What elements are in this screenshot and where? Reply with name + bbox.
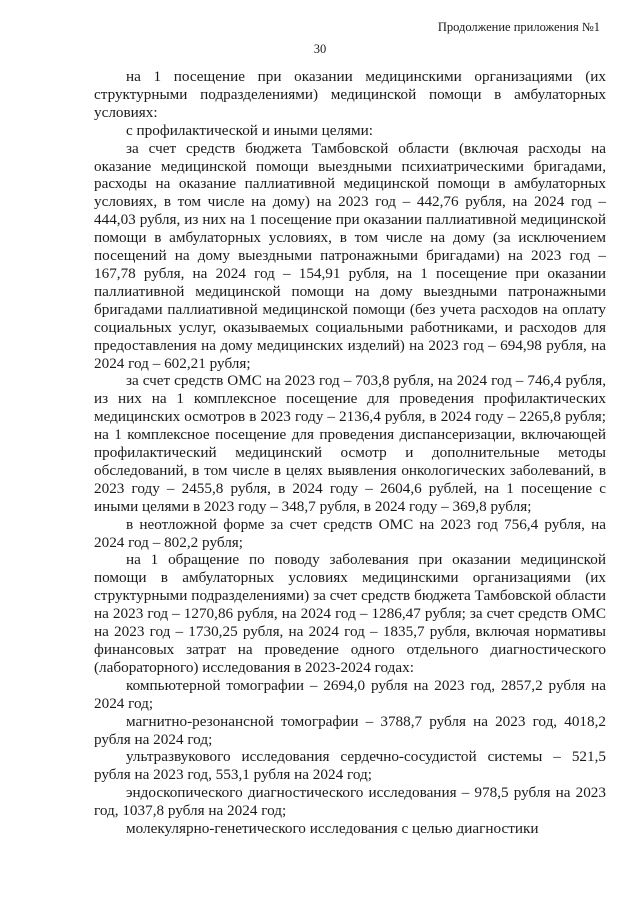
paragraph-disease-appeal: на 1 обращение по поводу заболевания при оказании медицинской помощи в амбулаторных условиях медицинскими организациями (их структурными подразделениями) за счет средств бюджета Тамбовской области на 2023 год – 1270,86 рубля, на 2024 год – 1286,47 рубля; за счет средств ОМС на 2023 год – 1730,25 рубля, на 2024 год – 1835,7 рубля, включая нормативы финансовых затрат на проведение одного отдельного диагностического (лабораторного) исследования в 2023-2024 годах: (94, 551, 606, 676)
paragraph-ct: компьютерной томографии – 2694,0 рубля на 2023 год, 2857,2 рубля на 2024 год; (94, 676, 606, 712)
document-body (94, 68, 606, 838)
appendix-note: Продолжение приложения №1 (437, 20, 600, 34)
paragraph-ultrasound: ультразвукового исследования сердечно-сосудистой системы – 521,5 рубля на 2023 год, 553,1 рубля на 2024 год; (94, 748, 606, 784)
paragraph-urgent-care: в неотложной форме за счет средств ОМС на 2023 год 756,4 рубля, на 2024 год – 802,2 рубля; (94, 515, 606, 551)
paragraph-preventive-heading: с профилактической и иными целями: (126, 121, 374, 139)
paragraph-oms-funds: за счет средств ОМС на 2023 год – 703,8 рубля, на 2024 год – 746,4 рубля, из них на 1 комплексное посещение для проведения профилактических медицинских осмотров в 2023 году – 2136,4 рубля, в 2024 году – 2265,8 рубля; на 1 комплексное посещение для проведения диспансеризации, включающей профилактический медицинский осмотр и дополнительные методы обследований, в том числе в целях выявления онкологических заболеваний, в 2023 году – 2455,8 рубля, в 2024 году – 2604,6 рублей, на 1 посещение с иными целями в 2023 году – 348,7 рубля, в 2024 году – 369,8 рубля; (94, 372, 606, 515)
paragraph-regional-budget: за счет средств бюджета Тамбовской области (включая расходы на оказание медицинской помощи выездными психиатрическими бригадами, расходы на оказание паллиативной медицинской помощи в амбулаторных условиях, в том числе на дому) на 2023 год – 442,76 рубля, на 2024 год – 444,03 рубля, из них на 1 посещение при оказании паллиативной медицинской помощи в амбулаторных условиях, в том числе на дому (за исключением посещений на дому выездными патронажными бригадами) на 2023 год – 167,78 рубля, на 2024 год – 154,91 рубля, на 1 посещение при оказании паллиативной медицинской помощи на дому выездными патронажными бригадами паллиативной медицинской помощи (без учета расходов на оплату социальных услуг, оказываемых социальными работниками, и расходов для предоставления на дому медицинских изделий) на 2023 год – 694,98 рубля, на 2024 год – 602,21 рубля; (94, 139, 606, 372)
paragraph-visit-intro: на 1 посещение при оказании медицинскими организациями (их структурными подразделениями) медицинской помощи в амбулаторных условиях: (94, 68, 606, 121)
paragraph-molecular-genetic: молекулярно-генетического исследования с целью диагностики (126, 820, 539, 838)
page-number: 30 (313, 42, 327, 56)
paragraph-mri: магнитно-резонансной томографии – 3788,7 рубля на 2023 год, 4018,2 рубля на 2024 год; (94, 712, 606, 748)
paragraph-endoscopy: эндоскопического диагностического исследования – 978,5 рубля на 2023 год, 1037,8 рубля на 2024 год; (94, 784, 606, 820)
